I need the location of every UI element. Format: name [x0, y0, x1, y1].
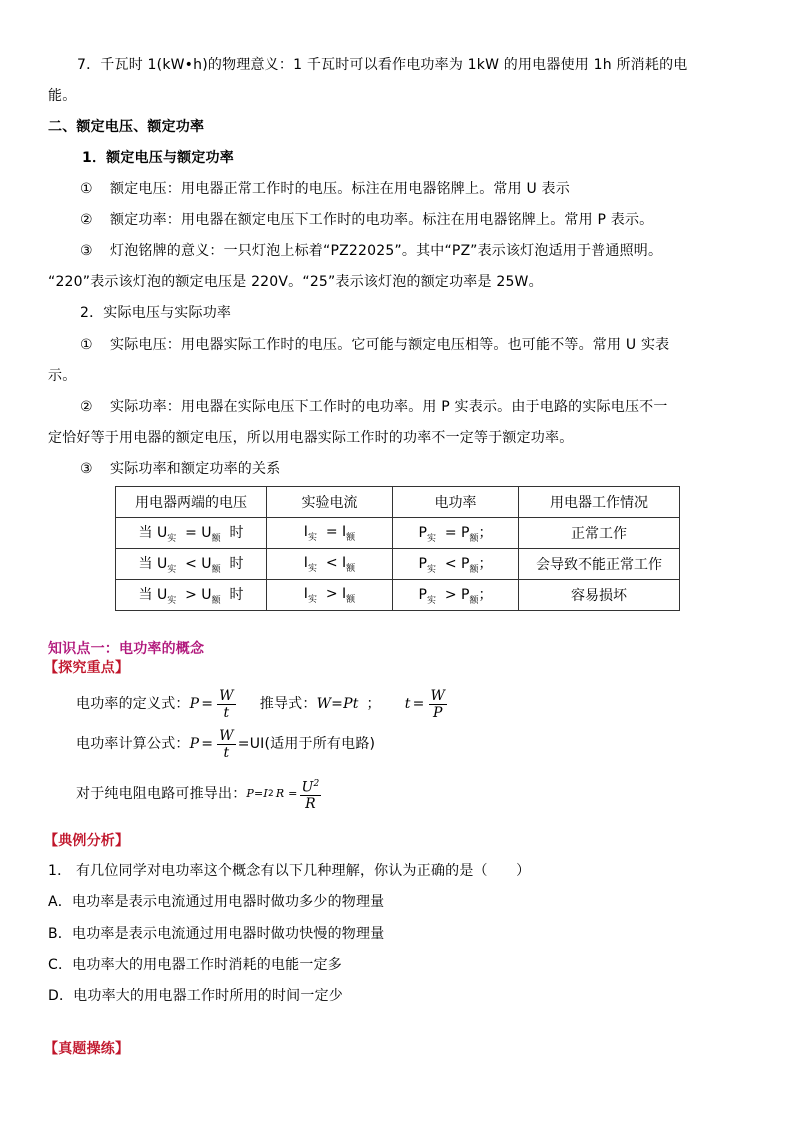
- item7-line1: 7．千瓦时 1(kW•h)的物理意义：1 千瓦时可以看作电功率为 1kW 的用电器使用 1h 所消耗的电: [77, 57, 688, 73]
- table-cell: 当 $U_实 = U_额$ 时: [116, 518, 267, 549]
- item-text: 实际功率和额定功率的关系: [110, 461, 281, 477]
- item-continuation: “220”表示该灯泡的额定电压是 220V。“25”表示该灯泡的额定功率是 25W。: [48, 274, 543, 290]
- fraction: $\frac{W}{P}$: [430, 687, 446, 721]
- item-number: ③: [80, 461, 93, 477]
- table-header: 电功率: [393, 487, 519, 518]
- table-row: [116, 549, 680, 580]
- item-number: ①: [80, 337, 93, 353]
- table-cell: $P_实 > P_额$；: [393, 580, 519, 611]
- table-cell: 容易损坏: [519, 580, 680, 611]
- list-item: [80, 460, 280, 478]
- practice-title: 【真题操练】: [44, 1041, 130, 1057]
- table-row: [116, 580, 680, 611]
- power-relation-table: [115, 486, 680, 611]
- list-item: [80, 336, 669, 354]
- table-cell: $P_实 = P_额$；: [393, 518, 519, 549]
- item-continuation: 示。: [48, 368, 77, 384]
- item-text: 实际电压：用电器实际工作时的电压。它可能与额定电压相等。也可能不等。常用 U 实表: [110, 337, 670, 353]
- list-item: [80, 242, 662, 260]
- option-d: D．电功率大的用电器工作时所用的时间一定少: [48, 988, 343, 1004]
- table-cell: 当 $U_实 > U_额$ 时: [116, 580, 267, 611]
- section-heading: 二、额定电压、额定功率: [48, 119, 205, 135]
- list-item: [80, 180, 570, 198]
- subheading-actual: 2．实际电压与实际功率: [80, 305, 232, 321]
- fraction: $\frac{W}{t}$: [219, 687, 234, 721]
- table-header: 实验电流: [267, 487, 393, 518]
- table-header: 用电器两端的电压: [116, 487, 267, 518]
- item-text: 额定功率：用电器在额定电压下工作时的电功率。标注在用电器铭牌上。常用 P 表示。: [110, 212, 654, 228]
- option-c: C．电功率大的用电器工作时消耗的电能一定多: [48, 957, 342, 973]
- option-b: B．电功率是表示电流通过用电器时做功快慢的物理量: [48, 926, 385, 942]
- calc-label: 电功率计算公式：: [76, 736, 190, 752]
- pure-resistance-formula: 对于纯电阻电路可推导出： P=I 2 R = $\frac{U^2}{R}$: [76, 774, 323, 814]
- pure-label: 对于纯电阻电路可推导出：: [76, 786, 247, 802]
- table-cell: 当 $U_实 < U_额$ 时: [116, 549, 267, 580]
- item-number: ②: [80, 399, 93, 415]
- table-row: [116, 518, 680, 549]
- item-number: ①: [80, 181, 93, 197]
- item-text: 灯泡铭牌的意义：一只灯泡上标着“PZ22025”。其中“PZ”表示该灯泡适用于普通照明。: [110, 243, 663, 259]
- table-cell: 会导致不能正常工作: [519, 549, 680, 580]
- definition-label: 电功率的定义式：: [76, 696, 190, 712]
- table-header: 用电器工作情况: [519, 487, 680, 518]
- table-cell: $I_实 < I_额$: [267, 549, 393, 580]
- list-item: [80, 211, 653, 229]
- table-cell: $I_实 > I_额$: [267, 580, 393, 611]
- table-cell: 正常工作: [519, 518, 680, 549]
- focus-title: 【探究重点】: [44, 660, 130, 676]
- item-number: ③: [80, 243, 93, 259]
- item-continuation: 定恰好等于用电器的额定电压，所以用电器实际工作时的功率不一定等于额定功率。: [48, 430, 574, 446]
- definition-formula: 电功率的定义式： P = $\frac{W}{t}$ 推导式： W=Pt ； t = $\frac{W}{P}$: [76, 687, 446, 721]
- table-cell: $P_实 < P_额$；: [393, 549, 519, 580]
- fraction: $\frac{U^2}{R}$: [300, 776, 322, 813]
- item7-line2: 能。: [48, 88, 77, 104]
- option-a: A．电功率是表示电流通过用电器时做功多少的物理量: [48, 894, 385, 910]
- knowledge-point-title: 知识点一：电功率的概念: [48, 641, 205, 657]
- table-cell: $I_实 = I_额$: [267, 518, 393, 549]
- fraction: $\frac{W}{t}$: [219, 727, 234, 761]
- item-number: ②: [80, 212, 93, 228]
- example-title: 【典例分析】: [44, 833, 130, 849]
- subheading-rated: 1．额定电压与额定功率: [82, 150, 234, 166]
- question-text: 1． 有几位同学对电功率这个概念有以下几种理解，你认为正确的是（ ）: [48, 863, 531, 879]
- item-text: 实际功率：用电器在实际电压下工作时的电功率。用 P 实表示。由于电路的实际电压不一: [110, 399, 668, 415]
- list-item: [80, 398, 668, 416]
- table-header-row: [116, 487, 680, 518]
- derive-label: 推导式：: [259, 696, 317, 712]
- item-text: 额定电压：用电器正常工作时的电压。标注在用电器铭牌上。常用 U 表示: [110, 181, 570, 197]
- calculation-formula: 电功率计算公式： P = $\frac{W}{t}$ =UI(适用于所有电路): [76, 727, 376, 761]
